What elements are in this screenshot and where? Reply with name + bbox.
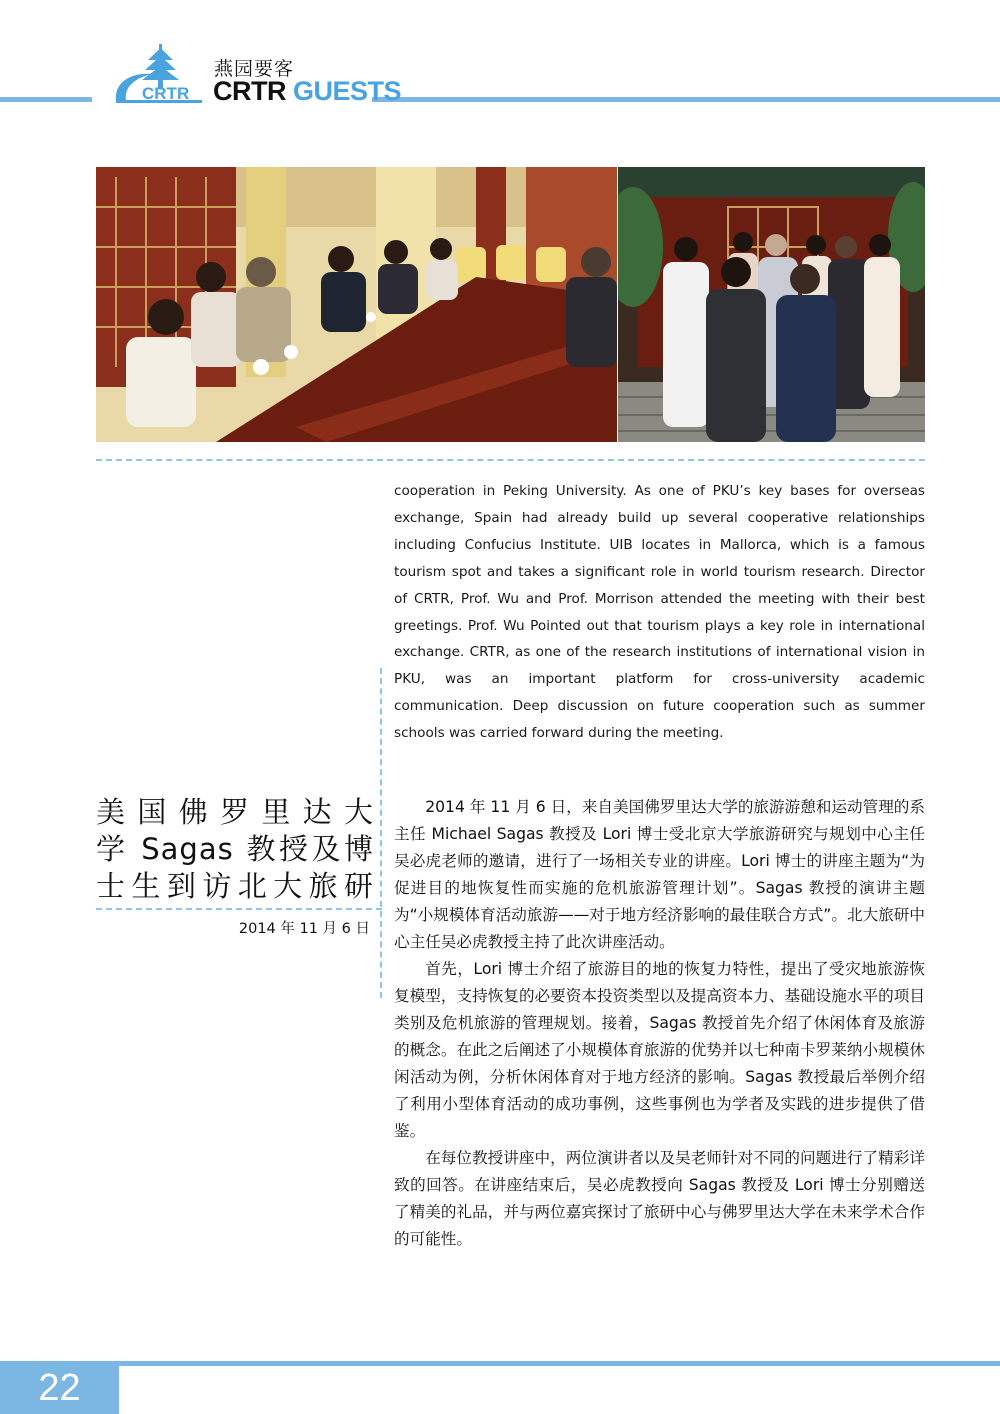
page-number: 22 [38,1367,81,1409]
article-paragraph-1: 2014 年 11 月 6 日，来自美国佛罗里达大学的旅游游憩和运动管理的系主任 Michael Sagas 教授及 Lori 博士受北京大学旅游研究与规划中心主任吴必虎老师的邀请，进行了一场相关专业的讲座。Lori 博士的讲座主题为“为促进目的地恢复性而实施的危机旅游管理计划”。Sagas 教授的演讲主题为“小规模体育活动旅游——对于地方经济影响的最佳联合方式”。北大旅研中心主任吴必虎教授主持了此次讲座活动。 [394,798,925,951]
article-title-line-1: 美国佛罗里达大 [96,795,374,829]
header-rule-left [0,97,92,102]
article-paragraph-2: 首先，Lori 博士介绍了旅游目的地的恢复力特性，提出了受灾地旅游恢复模型，支持恢复的必要资本投资类型以及提高资本力、基础设施水平的项目类别及危机旅游的管理规划。接着，Sagas 教授首先介绍了休闲体育及旅游的概念。在此之后阐述了小规模体育旅游的优势并以七种南卡罗莱纳小规模休闲活动为例，分析休闲体育对于地方经济的影响。Sagas 教授最后举例介绍了利用小型体育活动的成功事例，这些事例也为学者及实践的进步提供了借鉴。 [394,960,925,1140]
footer-rule [0,1361,1000,1366]
group-photo-icon [618,167,925,442]
crtr-logo-icon [112,42,204,104]
section-title-en [213,76,401,106]
article-paragraph-3: 在每位教授讲座中，两位演讲者以及吴老师针对不同的问题进行了精彩详致的回答。在讲座结束后，吴必虎教授向 Sagas 教授及 Lori 博士分别赠送了精美的礼品，并与两位嘉宾探讨了旅研中心与佛罗里达大学在未来学术合作的可能性。 [394,1149,925,1248]
english-paragraph: cooperation in Peking University. As one of PKU’s key bases for overseas exchange, Spain had already build up several cooperative relationships including Confucius Institute. UIB locates in Mallorca, which is a famous tourism spot and takes a significant role in world tourism research. Director of CRTR, Prof. Wu and Prof. Morrison attended the meeting with their best greetings. Prof. Wu Pointed out that tourism plays a key role in international exchange. CRTR, as one of the research institutions of international vision in PKU, was an important platform for cross-university academic communication. Deep discussion on future cooperation such as summer schools was carried forward during the meeting. [394,483,925,742]
divider-vertical [380,668,382,998]
article-title [96,794,374,905]
divider-top [96,459,925,461]
logo-text: CRTR [142,84,190,103]
section-title-guests: GUESTS [293,76,402,106]
section-title-crtr: CRTR [213,76,286,106]
article-body [394,794,925,1253]
divider-title [96,908,382,910]
header-rule-right [372,97,1000,102]
article-date: 2014 年 11 月 6 日 [238,921,370,937]
article-title-line-2: 学 Sagas 教授及博 [96,832,374,866]
article-title-line-3: 士生到访北大旅研 [96,869,374,903]
meeting-photo-icon [96,167,617,442]
section-title-cn: 燕园要客 [214,58,295,80]
